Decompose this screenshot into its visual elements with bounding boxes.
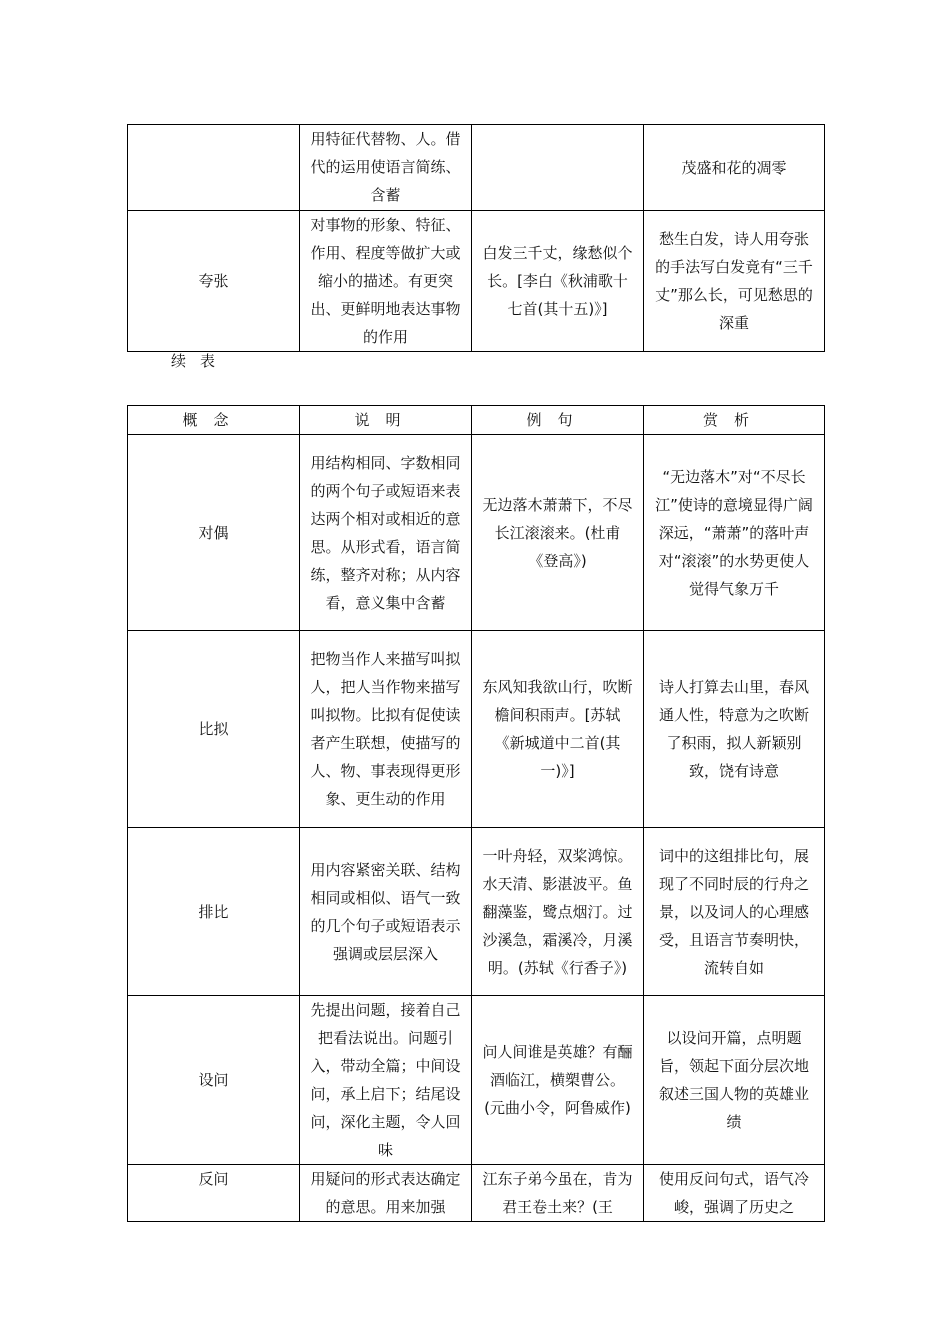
header-explanation: 说明 <box>300 406 472 435</box>
header-appreciation: 赏析 <box>644 406 825 435</box>
concept-cell: 排比 <box>128 828 300 996</box>
explanation-cell: 用疑问的形式表达确定的意思。用来加强 <box>300 1165 472 1222</box>
table-row <box>128 631 825 828</box>
explanation-cell: 用结构相同、字数相同的两个句子或短语来表达两个相对或相近的意思。从形式看，语言简练，整齐对称；从内容看，意义集中含蓄 <box>300 435 472 631</box>
table-row <box>128 435 825 631</box>
explanation-cell: 对事物的形象、特征、作用、程度等做扩大或缩小的描述。有更突出、更鲜明地表达事物的作用 <box>300 211 472 352</box>
table-row <box>128 125 825 211</box>
appreciation-cell: 茂盛和花的凋零 <box>644 125 825 211</box>
table-row <box>128 828 825 996</box>
header-example: 例句 <box>472 406 644 435</box>
appreciation-cell: 诗人打算去山里，春风通人性，特意为之吹断了积雨，拟人新颖别致，饶有诗意 <box>644 631 825 828</box>
continued-table-label: 续表 <box>171 352 230 370</box>
header-concept: 概念 <box>128 406 300 435</box>
appreciation-cell: 以设问开篇，点明题旨，领起下面分层次地叙述三国人物的英雄业绩 <box>644 996 825 1165</box>
explanation-cell: 用特征代替物、人。借代的运用使语言简练、含蓄 <box>300 125 472 211</box>
table-row <box>128 1165 825 1222</box>
appreciation-cell: “无边落木”对“不尽长江”使诗的意境显得广阔深远，“萧萧”的落叶声对“滚滚”的水势更使人觉得气象万千 <box>644 435 825 631</box>
concept-cell <box>128 125 300 211</box>
example-cell <box>472 125 644 211</box>
concept-cell: 夸张 <box>128 211 300 352</box>
explanation-cell: 用内容紧密关联、结构相同或相似、语气一致的几个句子或短语表示强调或层层深入 <box>300 828 472 996</box>
explanation-cell: 把物当作人来描写叫拟人，把人当作物来描写叫拟物。比拟有促使读者产生联想，使描写的人、物、事表现得更形象、更生动的作用 <box>300 631 472 828</box>
example-cell: 一叶舟轻，双桨鸿惊。水天清、影湛波平。鱼翻藻鉴，鹭点烟汀。过沙溪急，霜溪冷，月溪明。(苏轼《行香子》) <box>472 828 644 996</box>
appreciation-cell: 词中的这组排比句，展现了不同时辰的行舟之景，以及词人的心理感受，且语言节奏明快，流转自如 <box>644 828 825 996</box>
rhetoric-table-top <box>127 124 825 352</box>
concept-cell: 设问 <box>128 996 300 1165</box>
rhetoric-table-main <box>127 405 825 1222</box>
concept-cell: 对偶 <box>128 435 300 631</box>
example-cell: 白发三千丈，缘愁似个长。[李白《秋浦歌十七首(其十五)》] <box>472 211 644 352</box>
example-cell: 问人间谁是英雄？有酾酒临江，横槊曹公。(元曲小令，阿鲁威作) <box>472 996 644 1165</box>
table-header-row <box>128 406 825 435</box>
concept-cell: 反问 <box>128 1165 300 1222</box>
example-cell: 东风知我欲山行，吹断檐间积雨声。[苏轼《新城道中二首(其一)》] <box>472 631 644 828</box>
appreciation-cell: 使用反问句式，语气冷峻，强调了历史之 <box>644 1165 825 1222</box>
appreciation-cell: 愁生白发，诗人用夸张的手法写白发竟有“三千丈”那么长，可见愁思的深重 <box>644 211 825 352</box>
explanation-cell: 先提出问题，接着自己把看法说出。问题引入，带动全篇；中间设问，承上启下；结尾设问，深化主题，令人回味 <box>300 996 472 1165</box>
example-cell: 江东子弟今虽在，肯为君王卷土来？(王 <box>472 1165 644 1222</box>
concept-cell: 比拟 <box>128 631 300 828</box>
table-row <box>128 996 825 1165</box>
table-row <box>128 211 825 352</box>
example-cell: 无边落木萧萧下，不尽长江滚滚来。(杜甫《登高》) <box>472 435 644 631</box>
